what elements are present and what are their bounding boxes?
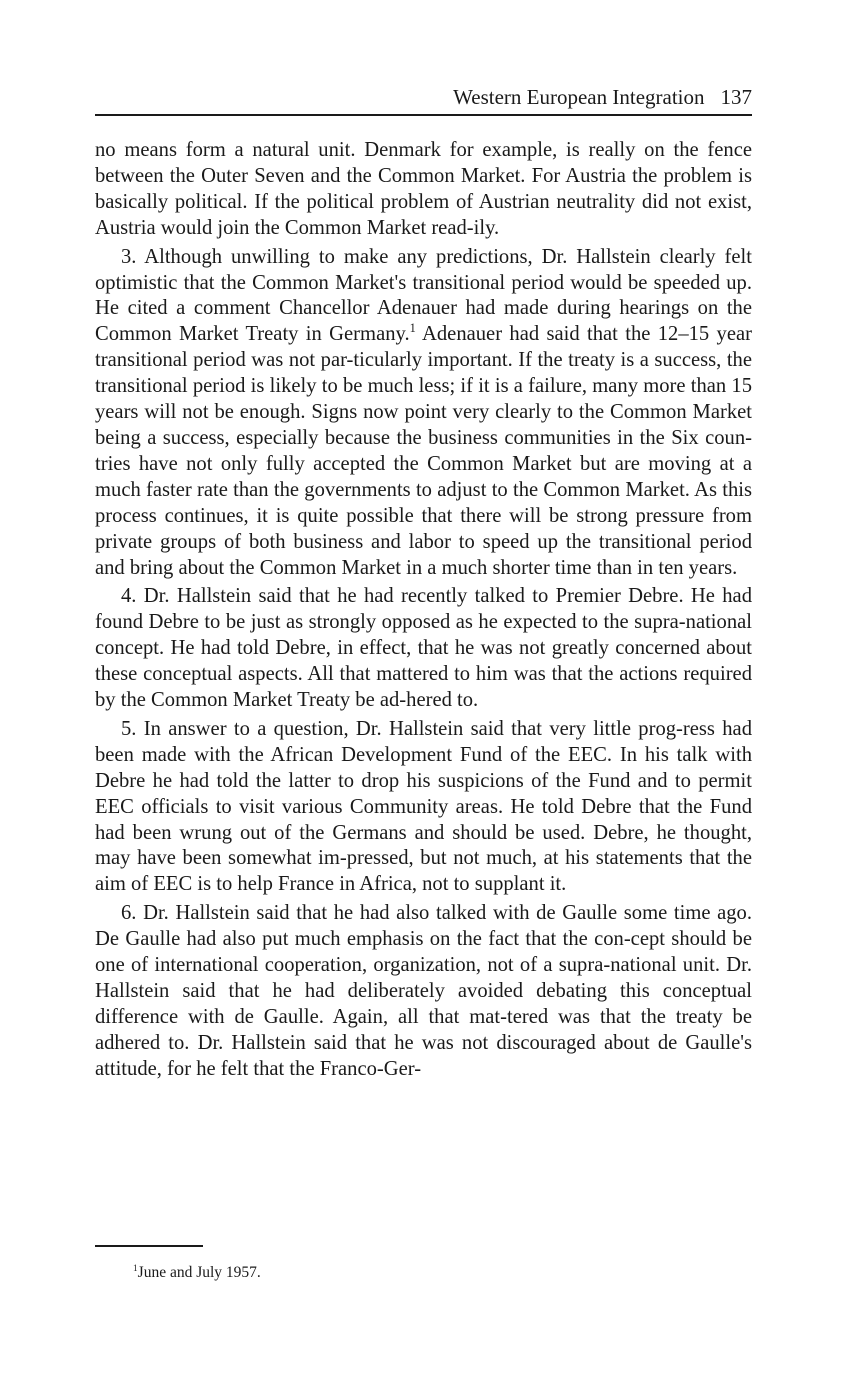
footnote: [133, 1263, 261, 1283]
running-header: [95, 86, 752, 116]
page-number: 137: [720, 85, 752, 109]
paragraph-continued: no means form a natural unit. Denmark for example, is really on the fence between the Outer Seven and the Common Market. For Austria the problem is basically political. If the political problem of Austrian neutrality did not exist, Austria would join the Common Market read-ily.: [95, 139, 752, 239]
footnote-text: June and July 1957.: [137, 1264, 261, 1281]
paragraph-3-text-a: 3. Although unwilling to make any predictions, Dr. Hallstein clearly felt optimistic that the Common Market's transitional period would be speeded up. He cited a comment Chancellor Adenauer had made during hearings on the Common Market Treaty in Germany.: [95, 245, 752, 346]
footnote-divider: [95, 1245, 203, 1247]
footnote-marker: 1: [133, 1263, 138, 1274]
paragraph-3-text-b: Adenauer had said that the 12–15 year transitional period was not par-ticularly important. If the treaty is a success, the transitional period is likely to be much less; if it is a failure, many more than 15 years will not be enough. Signs now point very clearly to the Common Market being a success, especially because the business communities in the Six coun-tries have not only fully accepted the Common Market but are moving at a much faster rate than the governments to adjust to the Common Market. As this process continues, it is quite possible that there will be strong pressure from private groups of both business and labor to speed up the transitional period and bring about the Common Market in a much shorter time than in ten years.: [95, 323, 752, 579]
paragraph-3: [95, 245, 752, 582]
paragraph-5: 5. In answer to a question, Dr. Hallstein said that very little prog-ress had been made with the African Development Fund of the EEC. In his talk with Debre he had told the latter to drop his suspicions of the Fund and to permit EEC officials to visit various Community areas. He told Debre that the Fund had been wrung out of the Germans and should be used. Debre, he thought, may have been somewhat im-pressed, but not much, at his statements that the aim of EEC is to help France in Africa, not to supplant it.: [95, 717, 752, 896]
main-text: [95, 138, 752, 1083]
footnote-reference: 1: [409, 321, 416, 336]
paragraph-6: 6. Dr. Hallstein said that he had also talked with de Gaulle some time ago. De Gaulle had also put much emphasis on the fact that the con-cept should be one of international cooperation, organization, not of a supra-national unit. Dr. Hallstein said that he had deliberately avoided debating this conceptual difference with de Gaulle. Again, all that mat-tered was that the treaty be adhered to. Dr. Hallstein said that he was not discouraged about de Gaulle's attitude, for he felt that the Franco-Ger-: [95, 902, 752, 1080]
running-title: Western European Integration: [453, 85, 705, 109]
paragraph-4: 4. Dr. Hallstein said that he had recently talked to Premier Debre. He had found Debre to be just as strongly opposed as he expected to the supra-national concept. He had told Debre, in effect, that he was not greatly concerned about these conceptual aspects. All that mattered to him was that the actions required by the Common Market Treaty be ad-hered to.: [95, 585, 752, 712]
